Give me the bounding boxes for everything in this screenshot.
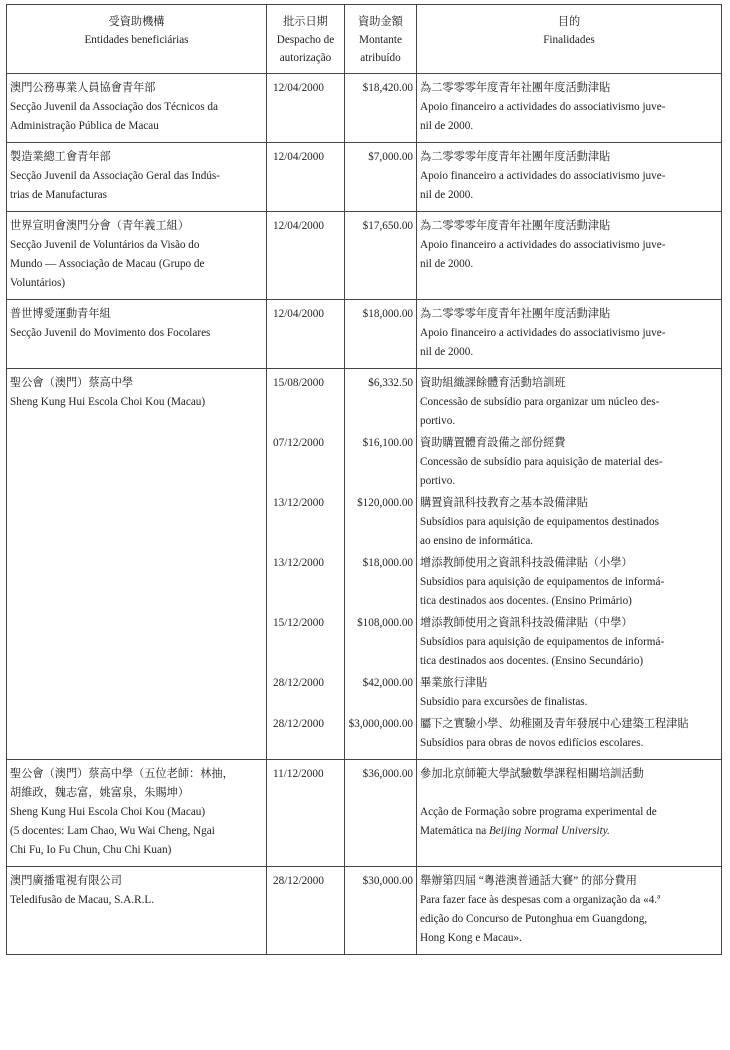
purpose-line: Subsídios para aquisição de equipamentos de informá- — [420, 576, 665, 588]
entity-line: Voluntários) — [10, 277, 66, 289]
purpose-block — [420, 374, 718, 434]
purpose-cell — [417, 760, 722, 867]
purpose-line: tica destinados aos docentes. (Ensino Secundário) — [420, 655, 644, 667]
table-row — [7, 369, 722, 760]
purpose-block — [420, 715, 718, 759]
purpose-block — [420, 765, 718, 847]
approval-date: 12/04/2000 — [273, 82, 324, 94]
subsidy-amount: $6,332.50 — [368, 377, 413, 389]
purpose-line: Subsídio para excursões de finalistas. — [420, 696, 588, 708]
purpose-line: portivo. — [420, 415, 456, 427]
entity-line: Sheng Kung Hui Escola Choi Kou (Macau) — [10, 806, 206, 818]
purpose-cell — [417, 300, 722, 369]
subsidy-amount: $7,000.00 — [368, 151, 413, 163]
approval-date: 07/12/2000 — [273, 437, 324, 449]
entity-cell — [7, 369, 267, 760]
header-amount — [345, 5, 417, 74]
purpose-line: 為二零零零年度青年社團年度活動津貼 — [420, 151, 611, 163]
purpose-block — [420, 554, 718, 614]
entity-cell — [7, 143, 267, 212]
purpose-cell — [417, 867, 722, 955]
entity-line: 聖公會（澳門）蔡高中學（五位老師：林抽， — [10, 768, 234, 780]
subsidy-amount: $3,000,000.00 — [348, 718, 413, 730]
purpose-line: 購置資訊科技教育之基本設備津貼 — [420, 497, 588, 509]
entity-line: 世界宣明會澳門分會（青年義工組） — [10, 220, 190, 232]
subsidy-amount: $120,000.00 — [357, 497, 413, 509]
entity-line: 聖公會（澳門）蔡高中學 — [10, 377, 134, 389]
purpose-line: 舉辦第四屆 “粵港澳普通話大賽” 的部分費用 — [420, 875, 637, 887]
purpose-line: ao ensino de informática. — [420, 535, 534, 547]
purpose-line: edição do Concurso de Putonghua em Guangdong, — [420, 913, 648, 925]
subsidy-amount: $17,650.00 — [362, 220, 413, 232]
header-date-zh: 批示日期 — [283, 16, 328, 28]
purpose-line: Para fazer face às despesas com a organização da «4.ª — [420, 894, 661, 906]
entity-line: 普世博愛運動青年組 — [10, 308, 111, 320]
header-purpose-pt: Finalidades — [543, 34, 595, 46]
purpose-line: Apoio financeiro a actividades do associativismo juve- — [420, 239, 666, 251]
approval-date: 11/12/2000 — [273, 768, 324, 780]
purpose-line — [420, 784, 718, 803]
purpose-line: nil de 2000. — [420, 120, 474, 132]
approval-date: 13/12/2000 — [273, 557, 324, 569]
header-purpose-zh: 目的 — [557, 16, 581, 28]
amount-cell — [345, 74, 417, 143]
purpose-line: Subsídios para obras de novos edifícios escolares. — [420, 737, 644, 749]
header-entities-zh: 受資助機構 — [108, 16, 165, 28]
approval-date: 15/08/2000 — [273, 377, 324, 389]
purpose-line: Apoio financeiro a actividades do associativismo juve- — [420, 170, 666, 182]
header-amount-pt2: atribuído — [360, 52, 401, 64]
purpose-cell — [417, 143, 722, 212]
entity-line: 澳門廣播電視有限公司 — [10, 875, 122, 887]
purpose-line: tica destinados aos docentes. (Ensino Primário) — [420, 595, 632, 607]
date-cell — [267, 300, 345, 369]
entity-cell — [7, 300, 267, 369]
purpose-line: 資助購置體育設備之部份經費 — [420, 437, 566, 449]
entity-line: 胡維政，魏志富，姚富泉，朱賜坤） — [10, 787, 190, 799]
date-cell — [267, 74, 345, 143]
entity-line: Teledifusão de Macau, S.A.R.L. — [10, 894, 154, 906]
table-row — [7, 212, 722, 300]
purpose-line: 增添教師使用之資訊科技設備津貼（中學） — [420, 617, 633, 629]
table-row — [7, 760, 722, 867]
approval-date: 28/12/2000 — [273, 875, 324, 887]
header-purpose — [417, 5, 722, 74]
amount-cell — [345, 143, 417, 212]
table-header-row — [7, 5, 722, 74]
subsidy-amount: $18,000.00 — [362, 308, 413, 320]
date-cell — [267, 760, 345, 867]
amount-cell — [345, 867, 417, 955]
entity-line: 澳門公務專業人員協會青年部 — [10, 82, 156, 94]
table-row — [7, 300, 722, 369]
purpose-line: 參加北京師範大學試驗數學課程相關培訓活動 — [420, 768, 644, 780]
entity-cell — [7, 212, 267, 300]
purpose-line: Subsídios para aquisição de equipamentos de informá- — [420, 636, 665, 648]
purpose-block — [420, 217, 718, 280]
purpose-block — [420, 872, 718, 954]
date-cell — [267, 369, 345, 760]
entity-line: trias de Manufacturas — [10, 189, 107, 201]
table-row — [7, 867, 722, 955]
purpose-block — [420, 79, 718, 142]
subsidy-amount: $108,000.00 — [357, 617, 413, 629]
purpose-line: 畢業旅行津貼 — [420, 677, 488, 689]
date-cell — [267, 143, 345, 212]
entity-cell — [7, 867, 267, 955]
entity-cell — [7, 74, 267, 143]
purpose-block — [420, 614, 718, 674]
purpose-line: 屬下之實驗小學、幼稚園及青年發展中心建築工程津貼 — [420, 718, 689, 730]
approval-date: 12/04/2000 — [273, 151, 324, 163]
subsidy-amount: $16,100.00 — [362, 437, 413, 449]
header-date — [267, 5, 345, 74]
header-entities — [7, 5, 267, 74]
approval-date: 13/12/2000 — [273, 497, 324, 509]
header-date-pt1: Despacho de — [276, 34, 335, 46]
purpose-line: nil de 2000. — [420, 189, 474, 201]
approval-date: 12/04/2000 — [273, 308, 324, 320]
subsidy-amount: $36,000.00 — [362, 768, 413, 780]
amount-cell — [345, 760, 417, 867]
table-body — [7, 74, 722, 955]
purpose-line: portivo. — [420, 475, 456, 487]
entity-line: Chi Fu, Io Fu Chun, Chu Chi Kuan) — [10, 844, 172, 856]
entity-line: Sheng Kung Hui Escola Choi Kou (Macau) — [10, 396, 206, 408]
purpose-block — [420, 674, 718, 715]
entity-line: 製造業總工會青年部 — [10, 151, 111, 163]
approval-date: 28/12/2000 — [273, 718, 324, 730]
date-cell — [267, 212, 345, 300]
approval-date: 12/04/2000 — [273, 220, 324, 232]
entity-line: Secção Juvenil da Associação Geral das Indús- — [10, 170, 221, 182]
amount-cell — [345, 212, 417, 300]
purpose-line: Subsídios para aquisição de equipamentos destinados — [420, 516, 659, 528]
entity-line: Mundo — Associação de Macau (Grupo de — [10, 258, 205, 270]
approval-date: 15/12/2000 — [273, 617, 324, 629]
purpose-line: Acção de Formação sobre programa experimental de — [420, 806, 657, 818]
purpose-line: 增添教師使用之資訊科技設備津貼（小學） — [420, 557, 633, 569]
subsidy-amount: $18,420.00 — [362, 82, 413, 94]
table-row — [7, 143, 722, 212]
purpose-block — [420, 434, 718, 494]
entity-line: Secção Juvenil do Movimento dos Focolares — [10, 327, 211, 339]
purpose-line: Apoio financeiro a actividades do associativismo juve- — [420, 101, 666, 113]
purpose-line: 為二零零零年度青年社團年度活動津貼 — [420, 82, 611, 94]
entity-line: Secção Juvenil de Voluntários da Visão do — [10, 239, 200, 251]
date-cell — [267, 867, 345, 955]
purpose-line: 資助組織課餘體育活動培訓班 — [420, 377, 566, 389]
amount-cell — [345, 369, 417, 760]
header-entities-pt: Entidades beneficiárias — [84, 34, 189, 46]
purpose-block — [420, 148, 718, 211]
purpose-line: Apoio financeiro a actividades do associativismo juve- — [420, 327, 666, 339]
purpose-cell — [417, 212, 722, 300]
entity-line: Administração Pública de Macau — [10, 120, 159, 132]
purpose-line: nil de 2000. — [420, 346, 474, 358]
header-date-pt2: autorização — [279, 52, 332, 64]
amount-cell — [345, 300, 417, 369]
purpose-block — [420, 305, 718, 368]
purpose-cell — [417, 74, 722, 143]
subsidy-amount: $30,000.00 — [362, 875, 413, 887]
header-amount-pt1: Montante — [359, 34, 402, 46]
purpose-line: Hong Kong e Macau». — [420, 932, 522, 944]
approval-date: 28/12/2000 — [273, 677, 324, 689]
purpose-line: Matemática na Beijing Normal University. — [420, 825, 610, 837]
table-row — [7, 74, 722, 143]
document-page — [6, 4, 721, 955]
entity-line: (5 docentes: Lam Chao, Wu Wai Cheng, Ngai — [10, 825, 215, 837]
purpose-line: Concessão de subsídio para aquisição de material des- — [420, 456, 663, 468]
subsidy-amount: $18,000.00 — [362, 557, 413, 569]
header-amount-zh: 資助金額 — [358, 16, 403, 28]
entity-cell — [7, 760, 267, 867]
purpose-line: Concessão de subsídio para organizar um núcleo des- — [420, 396, 660, 408]
subsidy-table — [6, 4, 722, 955]
subsidy-amount: $42,000.00 — [362, 677, 413, 689]
purpose-line: nil de 2000. — [420, 258, 474, 270]
purpose-block — [420, 494, 718, 554]
purpose-line: 為二零零零年度青年社團年度活動津貼 — [420, 220, 611, 232]
purpose-cell — [417, 369, 722, 760]
purpose-line: 為二零零零年度青年社團年度活動津貼 — [420, 308, 611, 320]
entity-line: Secção Juvenil da Associação dos Técnicos da — [10, 101, 218, 113]
